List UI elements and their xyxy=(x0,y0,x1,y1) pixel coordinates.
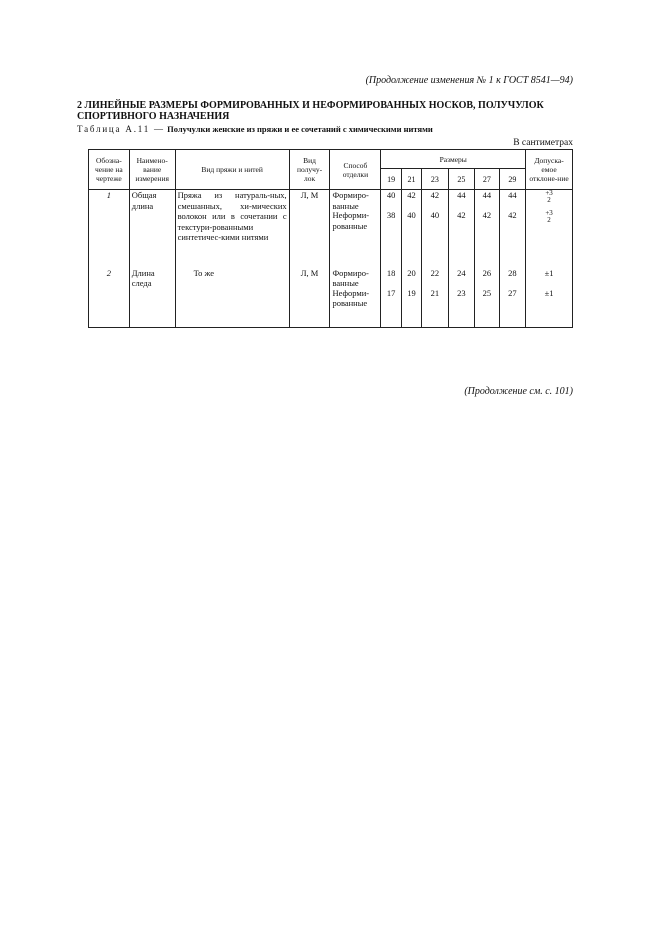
size-value: 42 xyxy=(508,210,517,220)
tolerance-value xyxy=(528,210,570,224)
tolerance-cell xyxy=(526,190,573,268)
row-kind: Л, М xyxy=(289,190,330,268)
size-value: 24 xyxy=(457,267,466,278)
size-cell xyxy=(422,190,448,268)
tolerance-value xyxy=(528,190,570,210)
row-designation: 1 xyxy=(89,190,130,268)
size-value: 42 xyxy=(457,210,466,220)
table-caption-prefix: Таблица А.11 — xyxy=(77,124,165,134)
tolerance-fraction xyxy=(528,210,570,224)
row-kind: Л, М xyxy=(289,268,330,328)
size-cell xyxy=(448,268,474,328)
dimensions-table xyxy=(88,149,573,328)
finish-formed: Формиро-ванные xyxy=(332,267,369,288)
row-yarn: То же xyxy=(175,268,289,328)
tolerance-value: ±1 xyxy=(544,267,554,278)
size-value: 21 xyxy=(430,287,440,298)
tolerance-denominator: 2 xyxy=(547,196,551,204)
header-tolerance: Допуска-емое отклоне-ние xyxy=(526,150,573,190)
tolerance-denominator: 2 xyxy=(547,216,551,224)
size-cell xyxy=(499,268,526,328)
size-value: 42 xyxy=(430,190,440,200)
size-value: 42 xyxy=(482,210,492,220)
size-cell xyxy=(381,190,401,268)
size-col-header: 27 xyxy=(475,169,499,190)
size-col-header: 21 xyxy=(401,169,421,190)
size-value: 22 xyxy=(430,267,440,278)
size-value: 42 xyxy=(407,190,416,200)
tolerance-value: ±1 xyxy=(544,287,554,298)
table-row xyxy=(89,190,573,268)
tolerance-numerator: +3 xyxy=(545,189,553,197)
size-value: 19 xyxy=(407,287,416,298)
size-value: 40 xyxy=(430,210,440,220)
size-cell xyxy=(499,190,526,268)
header-designation: Обозна-чение на чертеже xyxy=(89,150,130,190)
size-cell xyxy=(475,190,499,268)
size-value: 26 xyxy=(482,267,492,278)
header-yarn: Вид пряжи и нитей xyxy=(175,150,289,190)
continuation-header: (Продолжение изменения № 1 к ГОСТ 8541—94) xyxy=(365,75,573,86)
size-value: 40 xyxy=(386,190,396,200)
header-kind: Вид получу-лок xyxy=(289,150,330,190)
header-sizes: Размеры xyxy=(381,150,526,169)
row-yarn: Пряжа из натураль-ных, смешанных, хи-мических волокон или в сочетании с текстури-рованными синтетичес-кими нитями xyxy=(175,190,289,268)
row-finish xyxy=(330,268,381,328)
size-value: 27 xyxy=(508,287,517,298)
size-cell xyxy=(475,268,499,328)
size-value: 28 xyxy=(508,267,517,278)
size-value: 17 xyxy=(386,287,396,298)
tolerance-fraction xyxy=(528,190,570,204)
row-designation: 2 xyxy=(89,268,130,328)
size-col-header: 19 xyxy=(381,169,401,190)
finish-unformed: Неформи-рованные xyxy=(332,210,370,231)
continuation-footer: (Продолжение см. с. 101) xyxy=(464,386,573,397)
size-value: 38 xyxy=(386,210,396,220)
size-cell xyxy=(401,268,421,328)
size-value: 44 xyxy=(482,190,492,200)
row-measurement: Длина следа xyxy=(129,268,175,328)
size-cell xyxy=(422,268,448,328)
row-measurement: Общая длина xyxy=(129,190,175,268)
finish-formed: Формиро-ванные xyxy=(332,190,369,211)
size-cell xyxy=(381,268,401,328)
table-caption-title: Получулки женские из пряжи и ее сочетаний с химическими нитями xyxy=(167,124,433,134)
size-value: 23 xyxy=(457,287,466,298)
size-col-header: 23 xyxy=(422,169,448,190)
size-value: 18 xyxy=(386,267,396,278)
table-row xyxy=(89,268,573,328)
size-value: 40 xyxy=(407,210,416,220)
size-col-header: 25 xyxy=(448,169,474,190)
finish-unformed: Неформи-рованные xyxy=(332,287,370,308)
table-caption xyxy=(77,124,433,134)
size-value: 44 xyxy=(508,190,517,200)
row-finish xyxy=(330,190,381,268)
header-measurement: Наимено-вание измерения xyxy=(129,150,175,190)
size-cell xyxy=(401,190,421,268)
tolerance-cell xyxy=(526,268,573,328)
units-label: В сантиметрах xyxy=(513,138,573,148)
size-value: 25 xyxy=(482,287,492,298)
size-value: 44 xyxy=(457,190,466,200)
size-cell xyxy=(448,190,474,268)
size-value: 20 xyxy=(407,267,416,278)
size-col-header: 29 xyxy=(499,169,526,190)
section-title: 2 ЛИНЕЙНЫЕ РАЗМЕРЫ ФОРМИРОВАННЫХ И НЕФОРМИРОВАННЫХ НОСКОВ, ПОЛУЧУЛОК СПОРТИВНОГО НАЗНАЧЕНИЯ xyxy=(77,100,544,122)
tolerance-numerator: +3 xyxy=(545,209,553,217)
header-finish: Способ отделки xyxy=(330,150,381,190)
